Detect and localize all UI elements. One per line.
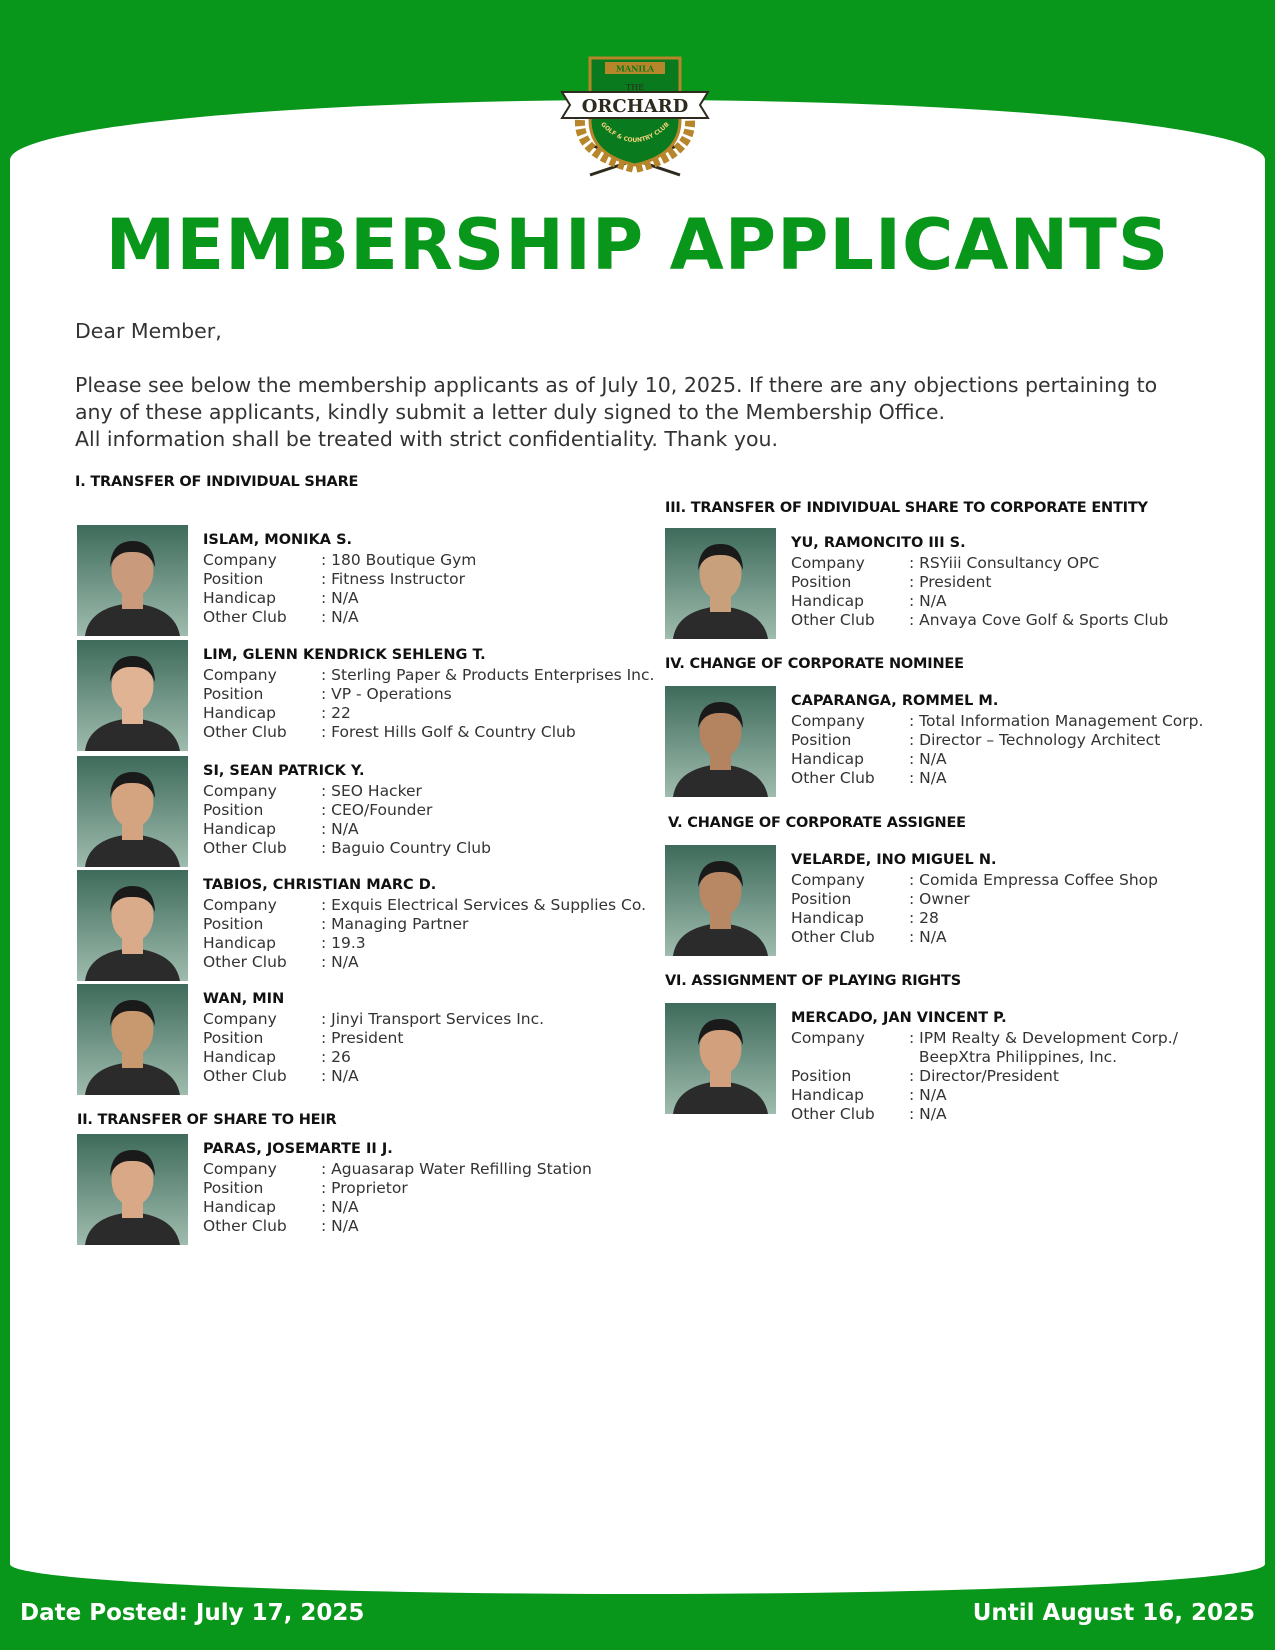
applicant-field-other-club xyxy=(203,839,491,858)
applicant-photo xyxy=(665,528,776,639)
field-label: Position xyxy=(203,570,264,588)
posting-until-date: Until August 16, 2025 xyxy=(972,1600,1255,1626)
field-value: : N/A xyxy=(321,589,359,607)
field-label: Company xyxy=(203,551,277,569)
field-label: Position xyxy=(791,890,852,908)
section-title-corporate-nominee: IV. CHANGE OF CORPORATE NOMINEE xyxy=(665,656,964,672)
section-title-individual-share: I. TRANSFER OF INDIVIDUAL SHARE xyxy=(75,474,359,490)
field-value: : Fitness Instructor xyxy=(321,570,465,588)
applicant-photo xyxy=(77,870,188,981)
field-label: Other Club xyxy=(791,928,875,946)
applicant-field-other-club xyxy=(203,953,646,972)
applicant-name: PARAS, JOSEMARTE II J. xyxy=(203,1141,393,1157)
field-value: : Forest Hills Golf & Country Club xyxy=(321,723,576,741)
applicant-field-handicap xyxy=(203,1048,544,1067)
field-value: : N/A xyxy=(321,820,359,838)
applicant-field-company xyxy=(791,712,1203,731)
applicant-name: WAN, MIN xyxy=(203,991,285,1007)
applicant-field-company xyxy=(203,666,654,685)
applicant-info xyxy=(203,762,491,858)
field-label: Handicap xyxy=(203,1198,276,1216)
intro-line-3: All information shall be treated with strict confidentiality. Thank you. xyxy=(75,427,779,451)
applicant-field-handicap xyxy=(791,750,1203,769)
field-label: Handicap xyxy=(203,820,276,838)
applicant-field-other-club xyxy=(791,928,1158,947)
field-value: : 19.3 xyxy=(321,934,366,952)
applicant-photo xyxy=(665,845,776,956)
field-label: Handicap xyxy=(203,1048,276,1066)
field-value: : Director – Technology Architect xyxy=(909,731,1161,749)
field-label: Other Club xyxy=(203,1067,287,1085)
applicant-field-handicap xyxy=(203,1198,592,1217)
intro-line-1: Please see below the membership applicants as of July 10, 2025. If there are any objections pertaining to xyxy=(75,373,1158,397)
field-label: Position xyxy=(203,915,264,933)
applicant-info xyxy=(791,534,1168,630)
field-value: : Aguasarap Water Refilling Station xyxy=(321,1160,592,1178)
field-value: : N/A xyxy=(909,928,947,946)
field-label: Other Club xyxy=(203,953,287,971)
field-label: Company xyxy=(203,666,277,684)
applicant-field-company xyxy=(203,551,476,570)
logo-top-text: MANILA xyxy=(616,63,654,74)
applicant-field-handicap xyxy=(791,909,1158,928)
applicant-field-position xyxy=(203,1179,592,1198)
logo-small-text: THE xyxy=(625,83,645,92)
field-value: : Baguio Country Club xyxy=(321,839,491,857)
applicant-name: YU, RAMONCITO III S. xyxy=(791,535,966,551)
applicant-field-handicap xyxy=(203,704,654,723)
applicant-field-position xyxy=(203,915,646,934)
applicant-photo xyxy=(665,686,776,797)
field-label: Company xyxy=(791,871,865,889)
field-label: Other Club xyxy=(791,611,875,629)
applicant-name: TABIOS, CHRISTIAN MARC D. xyxy=(203,877,437,893)
field-label: Position xyxy=(791,731,852,749)
field-label: Other Club xyxy=(203,608,287,626)
applicant-info xyxy=(203,990,544,1086)
applicant-info xyxy=(791,851,1158,947)
field-value: : N/A xyxy=(909,1086,947,1104)
field-value: : IPM Realty & Development Corp./ BeepXtra Philippines, Inc. xyxy=(909,1029,1178,1066)
applicant-field-other-club xyxy=(203,1217,592,1236)
field-label: Handicap xyxy=(791,909,864,927)
field-value: : N/A xyxy=(909,592,947,610)
applicant-field-other-club xyxy=(791,769,1203,788)
applicant-field-company xyxy=(203,1010,544,1029)
field-label: Position xyxy=(203,801,264,819)
applicant-field-handicap xyxy=(203,589,476,608)
field-value: : Sterling Paper & Products Enterprises Inc. xyxy=(321,666,655,684)
field-label: Company xyxy=(203,1010,277,1028)
field-label: Handicap xyxy=(203,934,276,952)
applicant-field-handicap xyxy=(203,934,646,953)
applicant-photo xyxy=(77,525,188,636)
logo-arc-text: GOLF & COUNTRY CLUB xyxy=(599,121,671,145)
applicant-field-position xyxy=(791,573,1168,592)
field-value: : N/A xyxy=(321,953,359,971)
applicant-name: LIM, GLENN KENDRICK SEHLENG T. xyxy=(203,647,486,663)
field-label: Company xyxy=(203,1160,277,1178)
intro-line-2: any of these applicants, kindly submit a letter duly signed to the Membership Office. xyxy=(75,400,946,424)
field-value: : N/A xyxy=(321,608,359,626)
applicant-photo xyxy=(77,1134,188,1245)
field-value: : Total Information Management Corp. xyxy=(909,712,1204,730)
applicant-field-handicap xyxy=(791,592,1168,611)
applicant-field-company xyxy=(203,1160,592,1179)
field-value: : President xyxy=(909,573,992,591)
field-value: : N/A xyxy=(321,1198,359,1216)
applicant-field-position xyxy=(203,570,476,589)
applicant-field-position xyxy=(203,1029,544,1048)
field-value: : N/A xyxy=(321,1067,359,1085)
applicant-info xyxy=(203,531,476,627)
field-value: : Jinyi Transport Services Inc. xyxy=(321,1010,545,1028)
field-value: : SEO Hacker xyxy=(321,782,422,800)
orchard-club-logo xyxy=(560,50,710,180)
field-label: Handicap xyxy=(203,704,276,722)
field-value: : 22 xyxy=(321,704,351,722)
field-label: Position xyxy=(203,685,264,703)
field-value: : 180 Boutique Gym xyxy=(321,551,477,569)
field-label: Other Club xyxy=(203,1217,287,1235)
field-label: Handicap xyxy=(791,1086,864,1104)
section-title-playing-rights: VI. ASSIGNMENT OF PLAYING RIGHTS xyxy=(665,973,961,989)
applicant-photo xyxy=(665,1003,776,1114)
field-value: : Managing Partner xyxy=(321,915,469,933)
field-label: Company xyxy=(791,712,865,730)
applicant-field-company xyxy=(203,896,646,915)
applicant-field-other-club xyxy=(203,723,654,742)
field-label: Handicap xyxy=(791,750,864,768)
applicant-field-position xyxy=(203,685,654,704)
applicant-field-position xyxy=(791,1067,1178,1086)
field-value: : CEO/Founder xyxy=(321,801,433,819)
applicant-info xyxy=(791,1009,1178,1124)
field-label: Position xyxy=(203,1029,264,1047)
section-title-corporate-entity: III. TRANSFER OF INDIVIDUAL SHARE TO CORPORATE ENTITY xyxy=(665,500,1148,516)
applicant-name: VELARDE, INO MIGUEL N. xyxy=(791,852,997,868)
field-label: Company xyxy=(203,782,277,800)
field-value: : N/A xyxy=(909,1105,947,1123)
applicant-name: CAPARANGA, ROMMEL M. xyxy=(791,693,999,709)
field-label: Handicap xyxy=(791,592,864,610)
field-label: Handicap xyxy=(203,589,276,607)
applicant-field-position xyxy=(791,890,1158,909)
field-value: : N/A xyxy=(321,1217,359,1235)
applicant-photo xyxy=(77,984,188,1095)
field-label: Company xyxy=(203,896,277,914)
page-title: MEMBERSHIP APPLICANTS xyxy=(105,204,1170,286)
field-value: : Exquis Electrical Services & Supplies Co. xyxy=(321,896,647,914)
section-title-share-to-heir: II. TRANSFER OF SHARE TO HEIR xyxy=(77,1112,337,1128)
applicant-name: MERCADO, JAN VINCENT P. xyxy=(791,1010,1007,1026)
applicant-field-position xyxy=(203,801,491,820)
applicant-field-position xyxy=(791,731,1203,750)
applicant-field-company xyxy=(791,871,1158,890)
field-label: Other Club xyxy=(791,1105,875,1123)
applicant-name: ISLAM, MONIKA S. xyxy=(203,532,353,548)
greeting: Dear Member, xyxy=(75,319,222,343)
applicant-field-company xyxy=(203,782,491,801)
applicant-name: SI, SEAN PATRICK Y. xyxy=(203,763,365,779)
field-value: : Director/President xyxy=(909,1067,1059,1085)
applicant-field-company xyxy=(791,554,1168,573)
date-posted: Date Posted: July 17, 2025 xyxy=(20,1600,365,1626)
field-value: : 28 xyxy=(909,909,939,927)
logo-main-text: ORCHARD xyxy=(581,96,689,117)
applicant-info xyxy=(203,1140,592,1236)
applicant-photo xyxy=(77,640,188,751)
field-value: : N/A xyxy=(909,769,947,787)
field-value: : President xyxy=(321,1029,404,1047)
field-value: : N/A xyxy=(909,750,947,768)
applicant-field-company xyxy=(791,1029,1178,1067)
field-label: Other Club xyxy=(791,769,875,787)
field-value: : Anvaya Cove Golf & Sports Club xyxy=(909,611,1169,629)
field-label: Position xyxy=(791,573,852,591)
applicant-field-other-club xyxy=(203,1067,544,1086)
intro-text xyxy=(75,318,1215,453)
field-label: Company xyxy=(791,1029,865,1047)
field-value: : RSYiii Consultancy OPC xyxy=(909,554,1100,572)
applicant-info xyxy=(791,692,1203,788)
field-label: Other Club xyxy=(203,839,287,857)
field-value: : VP - Operations xyxy=(321,685,452,703)
applicant-field-handicap xyxy=(203,820,491,839)
field-label: Company xyxy=(791,554,865,572)
applicant-field-other-club xyxy=(203,608,476,627)
applicant-photo xyxy=(77,756,188,867)
field-value: : Owner xyxy=(909,890,970,908)
applicant-field-other-club xyxy=(791,611,1168,630)
applicant-field-other-club xyxy=(791,1105,1178,1124)
field-label: Other Club xyxy=(203,723,287,741)
applicant-field-handicap xyxy=(791,1086,1178,1105)
field-value: : Proprietor xyxy=(321,1179,408,1197)
section-title-corporate-assignee: V. CHANGE OF CORPORATE ASSIGNEE xyxy=(668,815,966,831)
field-label: Position xyxy=(203,1179,264,1197)
field-value: : Comida Empressa Coffee Shop xyxy=(909,871,1158,889)
field-label: Position xyxy=(791,1067,852,1085)
field-value: : 26 xyxy=(321,1048,351,1066)
applicant-info xyxy=(203,876,646,972)
applicant-info xyxy=(203,646,654,742)
